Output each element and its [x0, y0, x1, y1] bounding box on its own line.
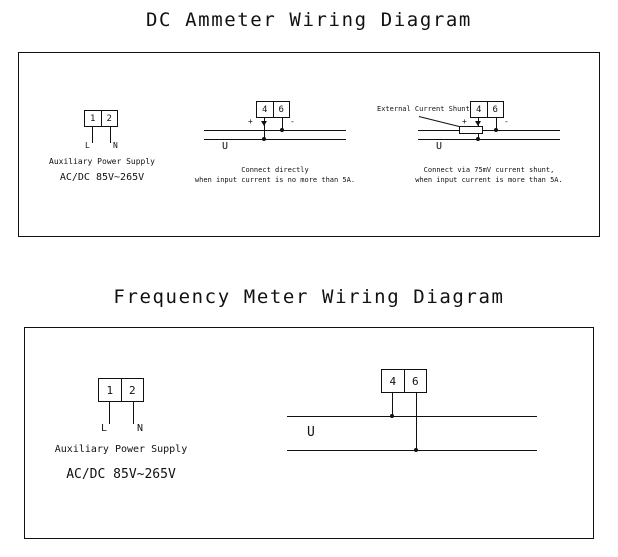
shunt-label: External Current Shunt — [377, 105, 470, 113]
shunt-bus-upper-left — [418, 130, 459, 131]
aux-caption-line1-freq: Auxiliary Power Supply — [54, 444, 188, 455]
aux-lead-l-dc — [92, 127, 93, 143]
shunt-resistor-symbol — [459, 126, 483, 134]
direct-bus-upper — [204, 130, 346, 131]
measure-lead-6 — [416, 393, 417, 450]
polarity-minus-shunt: - — [504, 117, 509, 126]
direct-caption-line2: when input current is no more than 5A. — [194, 176, 356, 184]
shunt-caption-line2: when input current is more than 5A. — [415, 176, 563, 184]
terminal-1: 1 — [106, 383, 114, 397]
page-title-dc-ammeter: DC Ammeter Wiring Diagram — [146, 9, 472, 31]
junction-dot — [494, 128, 498, 132]
pin-label-l-dc: L — [85, 141, 90, 150]
aux-caption-line2-dc: AC/DC 85V~265V — [59, 172, 145, 183]
load-label-measure: U — [307, 425, 315, 440]
polarity-plus-shunt: + — [462, 117, 467, 126]
terminal-block-aux-freq — [98, 378, 144, 402]
junction-dot — [390, 414, 394, 418]
junction-dot — [414, 448, 418, 452]
junction-dot — [280, 128, 284, 132]
aux-caption-line2-freq: AC/DC 85V~265V — [66, 467, 176, 482]
terminal-4: 4 — [262, 104, 268, 115]
aux-lead-l-freq — [109, 402, 110, 424]
aux-lead-n-dc — [110, 127, 111, 143]
terminal-1: 1 — [90, 113, 96, 124]
load-label-direct: U — [222, 141, 229, 152]
measure-bus-lower — [287, 450, 537, 451]
pin-label-l-freq: L — [101, 423, 108, 434]
aux-lead-n-freq — [133, 402, 134, 424]
junction-dot — [476, 137, 480, 141]
shunt-bus-lower — [418, 139, 560, 140]
polarity-plus-direct: + — [248, 117, 253, 126]
terminal-block-direct — [256, 101, 290, 118]
page-title-frequency-meter: Frequency Meter Wiring Diagram — [113, 286, 505, 308]
direct-bus-lower — [204, 139, 346, 140]
direct-caption-line1: Connect directly — [241, 166, 309, 174]
pin-label-n-freq: N — [137, 423, 144, 434]
terminal-2: 2 — [121, 379, 144, 401]
terminal-block-shunt — [470, 101, 504, 118]
terminal-6: 6 — [273, 102, 290, 117]
current-arrow-icon — [261, 121, 267, 126]
shunt-caption-line1: Connect via 75mV current shunt, — [423, 166, 555, 174]
terminal-4: 4 — [476, 104, 482, 115]
terminal-block-measure — [381, 369, 427, 393]
junction-dot — [262, 137, 266, 141]
frequency-meter-panel — [24, 327, 594, 539]
measure-lead-4 — [392, 393, 393, 416]
aux-caption-line1-dc: Auxiliary Power Supply — [49, 157, 155, 166]
terminal-block-aux-dc — [84, 110, 118, 127]
terminal-4: 4 — [389, 374, 397, 388]
shunt-leader-line — [419, 116, 460, 127]
measure-bus-upper — [287, 416, 537, 417]
terminal-6: 6 — [487, 102, 504, 117]
polarity-minus-direct: - — [290, 117, 295, 126]
pin-label-n-dc: N — [113, 141, 118, 150]
dc-ammeter-panel — [18, 52, 600, 237]
terminal-2: 2 — [101, 111, 118, 126]
terminal-6: 6 — [404, 370, 427, 392]
load-label-shunt: U — [436, 141, 443, 152]
